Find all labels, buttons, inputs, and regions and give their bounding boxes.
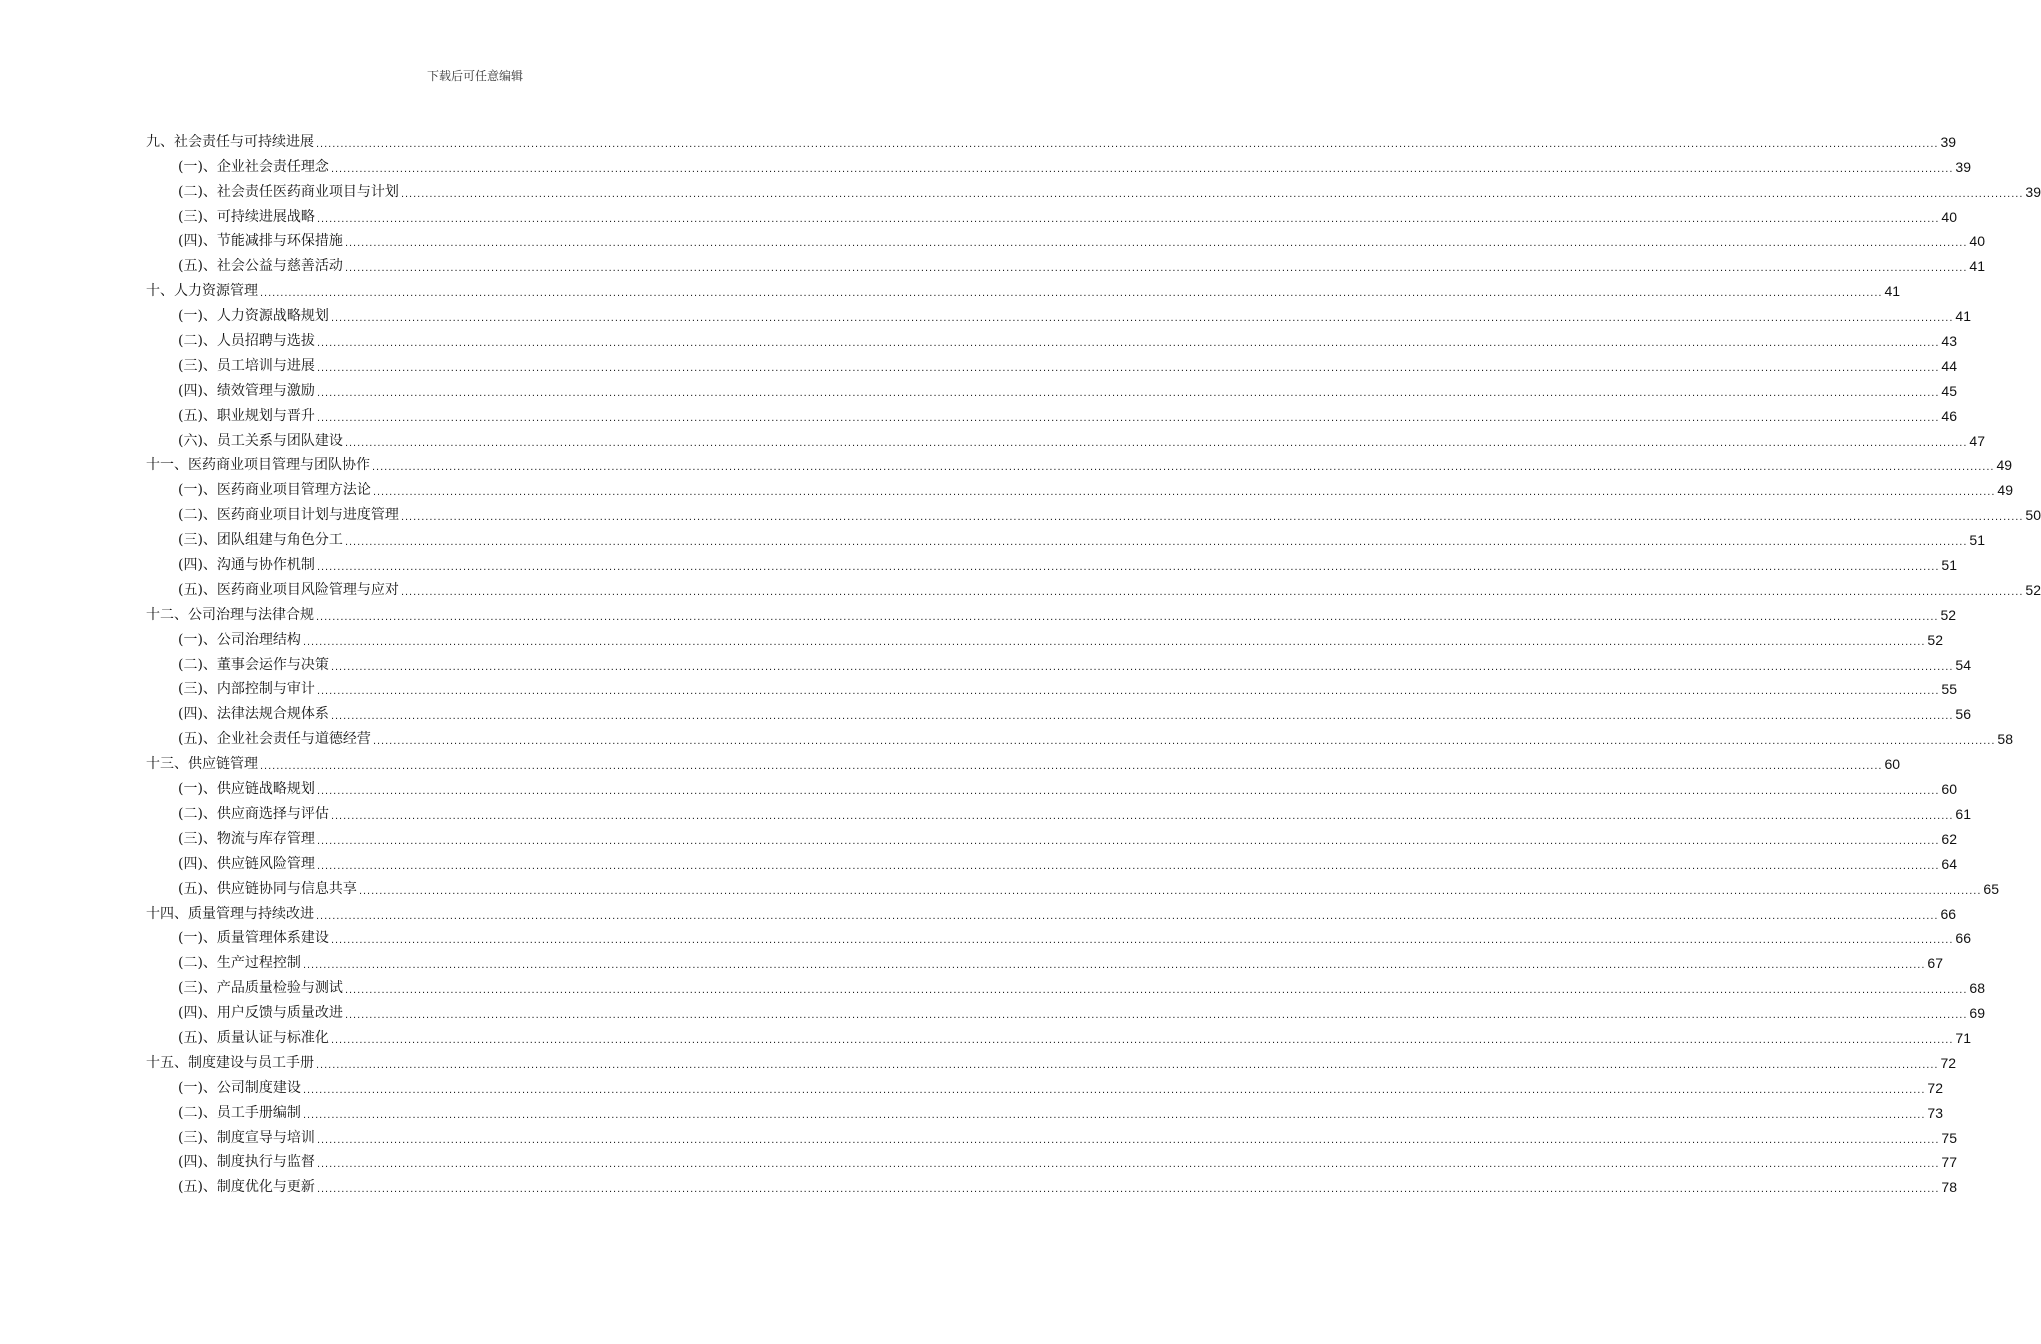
- toc-dot-leader: ................................................................................................................................................................................................................................................................................................................................................................................................................: [316, 1158, 1940, 1171]
- toc-dot-leader: ................................................................................................................................................................................................................................................................................................................................................................................................................: [316, 685, 1940, 698]
- toc-entry-title: (四)、节能减排与环保措施: [178, 233, 343, 250]
- toc-chapter-entry[interactable]: [146, 898, 1957, 923]
- toc-section-entry[interactable]: [146, 1022, 1971, 1047]
- toc-dot-leader: ................................................................................................................................................................................................................................................................................................................................................................................................................: [344, 984, 1968, 997]
- toc-page-number: 75: [1941, 1129, 1957, 1146]
- toc-page-number: 52: [1927, 631, 1943, 648]
- toc-dot-leader: ................................................................................................................................................................................................................................................................................................................................................................................................................: [372, 461, 1995, 474]
- toc-page-number: 44: [1941, 357, 1957, 374]
- toc-page-number: 46: [1941, 407, 1957, 424]
- toc-dot-leader: ................................................................................................................................................................................................................................................................................................................................................................................................................: [302, 959, 1926, 972]
- toc-page-number: 51: [1941, 557, 1957, 574]
- toc-page-number: 64: [1941, 855, 1957, 872]
- toc-entry-title: (四)、绩效管理与激励: [178, 382, 315, 399]
- toc-entry-title: (三)、制度宣导与培训: [178, 1129, 315, 1146]
- toc-page-number: 58: [1997, 731, 2013, 748]
- toc-section-entry[interactable]: [146, 923, 1971, 948]
- toc-entry-title: (五)、供应链协同与信息共享: [178, 880, 357, 897]
- toc-entry-title: (五)、企业社会责任与道德经营: [178, 731, 371, 748]
- toc-section-entry[interactable]: [146, 773, 1957, 798]
- toc-section-entry[interactable]: [146, 176, 2041, 201]
- toc-page-number: 54: [1955, 656, 1971, 673]
- toc-section-entry[interactable]: [146, 226, 1985, 251]
- toc-dot-leader: ................................................................................................................................................................................................................................................................................................................................................................................................................: [316, 785, 1940, 798]
- toc-section-entry[interactable]: [146, 873, 1999, 898]
- toc-entry-title: (五)、医药商业项目风险管理与应对: [178, 581, 399, 598]
- toc-section-entry[interactable]: [146, 1171, 1957, 1196]
- toc-dot-leader: ................................................................................................................................................................................................................................................................................................................................................................................................................: [344, 262, 1968, 275]
- toc-section-entry[interactable]: [146, 425, 1985, 450]
- toc-dot-leader: ................................................................................................................................................................................................................................................................................................................................................................................................................: [316, 137, 1939, 150]
- toc-entry-title: 十四、质量管理与持续改进: [146, 905, 314, 922]
- toc-page-number: 47: [1969, 432, 1985, 449]
- toc-section-entry[interactable]: [146, 250, 1985, 275]
- toc-page-number: 65: [1983, 880, 1999, 897]
- toc-dot-leader: ................................................................................................................................................................................................................................................................................................................................................................................................................: [316, 212, 1940, 225]
- toc-dot-leader: ................................................................................................................................................................................................................................................................................................................................................................................................................: [260, 287, 1883, 300]
- toc-dot-leader: ................................................................................................................................................................................................................................................................................................................................................................................................................: [358, 884, 1982, 897]
- toc-page-number: 60: [1884, 756, 1901, 773]
- toc-entry-title: (五)、职业规划与晋升: [178, 407, 315, 424]
- toc-dot-leader: ................................................................................................................................................................................................................................................................................................................................................................................................................: [330, 1033, 1954, 1046]
- toc-dot-leader: ................................................................................................................................................................................................................................................................................................................................................................................................................: [316, 386, 1940, 399]
- toc-page-number: 67: [1927, 955, 1943, 972]
- toc-entry-title: (六)、员工关系与团队建设: [178, 432, 343, 449]
- toc-section-entry[interactable]: [146, 649, 1971, 674]
- toc-dot-leader: ................................................................................................................................................................................................................................................................................................................................................................................................................: [330, 934, 1954, 947]
- toc-page-number: 68: [1969, 980, 1985, 997]
- toc-chapter-entry[interactable]: [146, 275, 1901, 300]
- toc-dot-leader: ................................................................................................................................................................................................................................................................................................................................................................................................................: [330, 660, 1954, 673]
- toc-dot-leader: ................................................................................................................................................................................................................................................................................................................................................................................................................: [316, 1133, 1940, 1146]
- toc-entry-title: (五)、社会公益与慈善活动: [178, 258, 343, 275]
- toc-section-entry[interactable]: [146, 375, 1957, 400]
- toc-chapter-entry[interactable]: [146, 450, 2013, 475]
- toc-entry-title: (五)、质量认证与标准化: [178, 1029, 329, 1046]
- toc-section-entry[interactable]: [146, 698, 1971, 723]
- toc-dot-leader: ................................................................................................................................................................................................................................................................................................................................................................................................................: [316, 909, 1939, 922]
- toc-entry-title: (二)、人员招聘与选拔: [178, 333, 315, 350]
- toc-page-number: 49: [1997, 482, 2013, 499]
- toc-section-entry[interactable]: [146, 325, 1957, 350]
- toc-dot-leader: ................................................................................................................................................................................................................................................................................................................................................................................................................: [302, 1108, 1926, 1121]
- toc-dot-leader: ................................................................................................................................................................................................................................................................................................................................................................................................................: [344, 536, 1968, 549]
- toc-entry-title: (一)、质量管理体系建设: [178, 930, 329, 947]
- toc-entry-title: (四)、法律法规合规体系: [178, 706, 329, 723]
- toc-page-number: 39: [1955, 158, 1971, 175]
- toc-chapter-entry[interactable]: [146, 1047, 1957, 1072]
- toc-entry-title: (二)、社会责任医药商业项目与计划: [178, 183, 399, 200]
- toc-page-number: 72: [1940, 1054, 1957, 1071]
- toc-section-entry[interactable]: [146, 997, 1985, 1022]
- toc-entry-title: (三)、可持续进展战略: [178, 208, 315, 225]
- toc-page-number: 69: [1969, 1005, 1985, 1022]
- toc-page-number: 66: [1955, 930, 1971, 947]
- toc-dot-leader: ................................................................................................................................................................................................................................................................................................................................................................................................................: [316, 361, 1940, 374]
- toc-page-number: 52: [2025, 581, 2041, 598]
- toc-dot-leader: ................................................................................................................................................................................................................................................................................................................................................................................................................: [330, 710, 1954, 723]
- toc-section-entry[interactable]: [146, 1147, 1957, 1172]
- toc-entry-title: (四)、用户反馈与质量改进: [178, 1005, 343, 1022]
- toc-section-entry[interactable]: [146, 574, 2041, 599]
- toc-entry-title: 十五、制度建设与员工手册: [146, 1054, 314, 1071]
- toc-section-entry[interactable]: [146, 549, 1957, 574]
- toc-page-number: 56: [1955, 706, 1971, 723]
- toc-dot-leader: ................................................................................................................................................................................................................................................................................................................................................................................................................: [316, 411, 1940, 424]
- toc-entry-title: (三)、员工培训与进展: [178, 357, 315, 374]
- toc-entry-title: (一)、人力资源战略规划: [178, 308, 329, 325]
- toc-section-entry[interactable]: [146, 624, 1943, 649]
- toc-dot-leader: ................................................................................................................................................................................................................................................................................................................................................................................................................: [316, 610, 1939, 623]
- toc-chapter-entry[interactable]: [146, 126, 1957, 151]
- toc-page-number: 49: [1996, 457, 2013, 474]
- toc-page-number: 40: [1941, 208, 1957, 225]
- toc-section-entry[interactable]: [146, 474, 2013, 499]
- toc-entry-title: (二)、员工手册编制: [178, 1104, 301, 1121]
- toc-dot-leader: ................................................................................................................................................................................................................................................................................................................................................................................................................: [330, 162, 1954, 175]
- toc-entry-title: 十一、医药商业项目管理与团队协作: [146, 457, 370, 474]
- toc-entry-title: (三)、物流与库存管理: [178, 830, 315, 847]
- toc-entry-title: (一)、企业社会责任理念: [178, 158, 329, 175]
- toc-section-entry[interactable]: [146, 1072, 1943, 1097]
- toc-entry-title: (一)、供应链战略规划: [178, 781, 315, 798]
- toc-entry-title: (三)、内部控制与审计: [178, 681, 315, 698]
- toc-page-number: 71: [1955, 1029, 1971, 1046]
- toc-section-entry[interactable]: [146, 151, 1971, 176]
- table-of-contents: [146, 126, 2041, 1196]
- toc-dot-leader: ................................................................................................................................................................................................................................................................................................................................................................................................................: [302, 635, 1926, 648]
- toc-dot-leader: ................................................................................................................................................................................................................................................................................................................................................................................................................: [400, 511, 2024, 524]
- toc-dot-leader: ................................................................................................................................................................................................................................................................................................................................................................................................................: [330, 809, 1954, 822]
- toc-section-entry[interactable]: [146, 674, 1957, 699]
- toc-page-number: 45: [1941, 382, 1957, 399]
- toc-page-number: 66: [1940, 905, 1957, 922]
- toc-dot-leader: ................................................................................................................................................................................................................................................................................................................................................................................................................: [316, 1183, 1940, 1196]
- toc-entry-title: (二)、供应商选择与评估: [178, 805, 329, 822]
- toc-page-number: 51: [1969, 532, 1985, 549]
- toc-chapter-entry[interactable]: [146, 599, 1957, 624]
- toc-page-number: 62: [1941, 830, 1957, 847]
- toc-section-entry[interactable]: [146, 947, 1943, 972]
- toc-entry-title: (四)、供应链风险管理: [178, 855, 315, 872]
- toc-page-number: 55: [1941, 681, 1957, 698]
- toc-page-number: 41: [1969, 258, 1985, 275]
- toc-page-number: 72: [1927, 1079, 1943, 1096]
- toc-entry-title: 九、社会责任与可持续进展: [146, 133, 314, 150]
- toc-page-number: 73: [1927, 1104, 1943, 1121]
- toc-section-entry[interactable]: [146, 723, 2013, 748]
- toc-page-number: 39: [1940, 133, 1957, 150]
- toc-entry-title: (一)、公司治理结构: [178, 631, 301, 648]
- toc-page-number: 40: [1969, 233, 1985, 250]
- toc-entry-title: (二)、生产过程控制: [178, 955, 301, 972]
- toc-page-number: 78: [1941, 1179, 1957, 1196]
- toc-section-entry[interactable]: [146, 499, 2041, 524]
- toc-dot-leader: ................................................................................................................................................................................................................................................................................................................................................................................................................: [344, 237, 1968, 250]
- toc-page-number: 77: [1941, 1154, 1957, 1171]
- toc-entry-title: (二)、董事会运作与决策: [178, 656, 329, 673]
- toc-entry-title: 十、人力资源管理: [146, 283, 258, 300]
- toc-page-number: 39: [2025, 183, 2041, 200]
- toc-dot-leader: ................................................................................................................................................................................................................................................................................................................................................................................................................: [372, 735, 1996, 748]
- toc-entry-title: (五)、制度优化与更新: [178, 1179, 315, 1196]
- toc-page-number: 60: [1941, 781, 1957, 798]
- toc-entry-title: (二)、医药商业项目计划与进度管理: [178, 507, 399, 524]
- toc-dot-leader: ................................................................................................................................................................................................................................................................................................................................................................................................................: [316, 859, 1940, 872]
- toc-section-entry[interactable]: [146, 524, 1985, 549]
- toc-page-number: 43: [1941, 333, 1957, 350]
- toc-dot-leader: ................................................................................................................................................................................................................................................................................................................................................................................................................: [400, 585, 2024, 598]
- toc-dot-leader: ................................................................................................................................................................................................................................................................................................................................................................................................................: [400, 187, 2024, 200]
- toc-entry-title: (四)、沟通与协作机制: [178, 557, 315, 574]
- toc-section-entry[interactable]: [146, 823, 1957, 848]
- page-header: 下载后可任意编辑: [426, 69, 523, 83]
- toc-entry-title: 十三、供应链管理: [146, 756, 258, 773]
- toc-page-number: 52: [1940, 606, 1957, 623]
- toc-section-entry[interactable]: [146, 798, 1971, 823]
- toc-dot-leader: ................................................................................................................................................................................................................................................................................................................................................................................................................: [316, 561, 1940, 574]
- toc-dot-leader: ................................................................................................................................................................................................................................................................................................................................................................................................................: [302, 1083, 1926, 1096]
- toc-entry-title: (一)、医药商业项目管理方法论: [178, 482, 371, 499]
- toc-section-entry[interactable]: [146, 1122, 1957, 1147]
- toc-entry-title: (三)、团队组建与角色分工: [178, 532, 343, 549]
- toc-dot-leader: ................................................................................................................................................................................................................................................................................................................................................................................................................: [330, 312, 1954, 325]
- toc-section-entry[interactable]: [146, 350, 1957, 375]
- toc-page-number: 61: [1955, 805, 1971, 822]
- toc-section-entry[interactable]: [146, 201, 1957, 226]
- toc-chapter-entry[interactable]: [146, 748, 1901, 773]
- toc-dot-leader: ................................................................................................................................................................................................................................................................................................................................................................................................................: [372, 486, 1996, 499]
- toc-dot-leader: ................................................................................................................................................................................................................................................................................................................................................................................................................: [260, 760, 1883, 773]
- toc-section-entry[interactable]: [146, 300, 1971, 325]
- toc-dot-leader: ................................................................................................................................................................................................................................................................................................................................................................................................................: [316, 1058, 1939, 1071]
- toc-dot-leader: ................................................................................................................................................................................................................................................................................................................................................................................................................: [316, 834, 1940, 847]
- toc-page-number: 50: [2025, 507, 2041, 524]
- toc-entry-title: (三)、产品质量检验与测试: [178, 980, 343, 997]
- toc-section-entry[interactable]: [146, 400, 1957, 425]
- toc-dot-leader: ................................................................................................................................................................................................................................................................................................................................................................................................................: [344, 436, 1968, 449]
- toc-section-entry[interactable]: [146, 972, 1985, 997]
- toc-section-entry[interactable]: [146, 1097, 1943, 1122]
- toc-entry-title: 十二、公司治理与法律合规: [146, 606, 314, 623]
- toc-dot-leader: ................................................................................................................................................................................................................................................................................................................................................................................................................: [344, 1009, 1968, 1022]
- toc-section-entry[interactable]: [146, 848, 1957, 873]
- toc-entry-title: (四)、制度执行与监督: [178, 1154, 315, 1171]
- toc-page-number: 41: [1955, 308, 1971, 325]
- toc-dot-leader: ................................................................................................................................................................................................................................................................................................................................................................................................................: [316, 337, 1940, 350]
- toc-entry-title: (一)、公司制度建设: [178, 1079, 301, 1096]
- toc-page-number: 41: [1884, 283, 1901, 300]
